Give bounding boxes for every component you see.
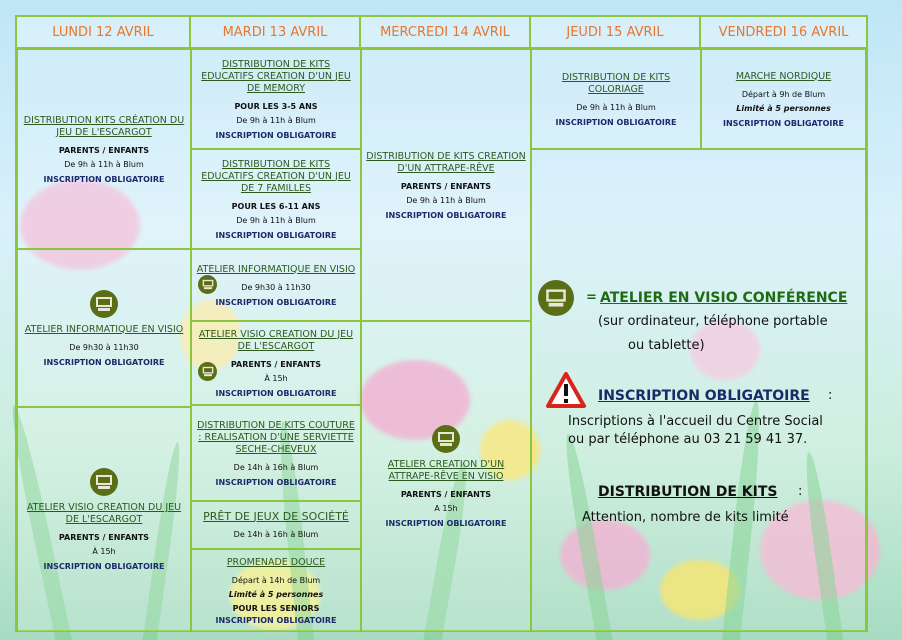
event-monday-kits: DISTRIBUTION KITS CRÉATION DU JEU DE L'ESCARGOT PARENTS / ENFANTS De 9h à 11h à Blum INSCRIPTION OBLIGATOIRE bbox=[17, 49, 191, 249]
legend-equals: = bbox=[586, 290, 597, 305]
event-friday-marche: MARCHE NORDIQUE Départ à 9h de Blum Limité à 5 personnes INSCRIPTION OBLIGATOIRE bbox=[701, 49, 866, 149]
computer-icon bbox=[198, 362, 217, 381]
legend-kits-desc: Attention, nombre de kits limité bbox=[582, 510, 789, 525]
header-monday: LUNDI 12 AVRIL bbox=[17, 17, 191, 49]
header-wednesday: MERCREDI 14 AVRIL bbox=[361, 17, 531, 49]
legend-inscription-desc-1: Inscriptions à l'accueil du Centre Social bbox=[568, 414, 823, 429]
legend-visio-desc-1: (sur ordinateur, téléphone portable bbox=[598, 314, 828, 329]
legend-visio-title: ATELIER EN VISIO CONFÉRENCE bbox=[600, 290, 848, 306]
event-monday-visio: ATELIER VISIO CREATION DU JEU DE L'ESCARGOT PARENTS / ENFANTS À 15h INSCRIPTION OBLIGATOIRE bbox=[17, 407, 191, 632]
legend-kits-colon: : bbox=[798, 484, 803, 499]
computer-icon bbox=[90, 290, 118, 318]
legend-kits-title: DISTRIBUTION DE KITS bbox=[598, 484, 778, 500]
computer-icon bbox=[432, 425, 460, 453]
event-tuesday-info: ATELIER INFORMATIQUE EN VISIO De 9h30 à 11h30 INSCRIPTION OBLIGATOIRE bbox=[191, 249, 361, 321]
event-tuesday-promenade: PROMENADE DOUCE Départ à 14h de Blum Limité à 5 personnes POUR LES SENIORS INSCRIPTION OBLIGATOIRE bbox=[191, 549, 361, 632]
legend-inscription-title: INSCRIPTION OBLIGATOIRE bbox=[598, 388, 810, 404]
header-tuesday: MARDI 13 AVRIL bbox=[191, 17, 361, 49]
computer-icon bbox=[90, 468, 118, 496]
legend-inscription-colon: : bbox=[828, 388, 833, 403]
event-tuesday-visio: ATELIER VISIO CREATION DU JEU DE L'ESCARGOT PARENTS / ENFANTS À 15h INSCRIPTION OBLIGATOIRE bbox=[191, 321, 361, 405]
event-wednesday-attrape: DISTRIBUTION DE KITS CREATION D'UN ATTRAPE-RÊVE PARENTS / ENFANTS De 9h à 11h à Blum INSCRIPTION OBLIGATOIRE bbox=[361, 49, 531, 321]
legend-visio-desc-2: ou tablette) bbox=[628, 338, 705, 353]
event-wednesday-visio: ATELIER CREATION D'UN ATTRAPE-RÊVE EN VISIO PARENTS / ENFANTS A 15h INSCRIPTION OBLIGATOIRE bbox=[361, 321, 531, 632]
warning-triangle-icon bbox=[546, 372, 586, 412]
legend-inscription-desc-2: ou par téléphone au 03 21 59 41 37. bbox=[568, 432, 808, 447]
event-tuesday-jeux: PRÊT DE JEUX DE SOCIÉTÉ De 14h à 16h à Blum bbox=[191, 501, 361, 549]
event-tuesday-familles: DISTRIBUTION DE KITS EDUCATIFS CREATION D'UN JEU DE 7 FAMILLES POUR LES 6-11 ANS De 9h à 11h à Blum INSCRIPTION OBLIGATOIRE bbox=[191, 149, 361, 249]
event-tuesday-couture: DISTRIBUTION DE KITS COUTURE : REALISATION D'UNE SERVIETTE SECHE-CHEVEUX De 14h à 16h à Blum INSCRIPTION OBLIGATOIRE bbox=[191, 405, 361, 501]
event-thursday-coloriage: DISTRIBUTION DE KITS COLORIAGE De 9h à 11h à Blum INSCRIPTION OBLIGATOIRE bbox=[531, 49, 701, 149]
header-thursday: JEUDI 15 AVRIL bbox=[531, 17, 701, 49]
computer-icon bbox=[538, 280, 574, 316]
event-monday-info: ATELIER INFORMATIQUE EN VISIO De 9h30 à 11h30 INSCRIPTION OBLIGATOIRE bbox=[17, 249, 191, 407]
event-tuesday-memory: DISTRIBUTION DE KITS EDUCATIFS CREATION D'UN JEU DE MEMORY POUR LES 3-5 ANS De 9h à 11h à Blum INSCRIPTION OBLIGATOIRE bbox=[191, 49, 361, 149]
header-friday: VENDREDI 16 AVRIL bbox=[701, 17, 866, 49]
computer-icon bbox=[198, 275, 217, 294]
